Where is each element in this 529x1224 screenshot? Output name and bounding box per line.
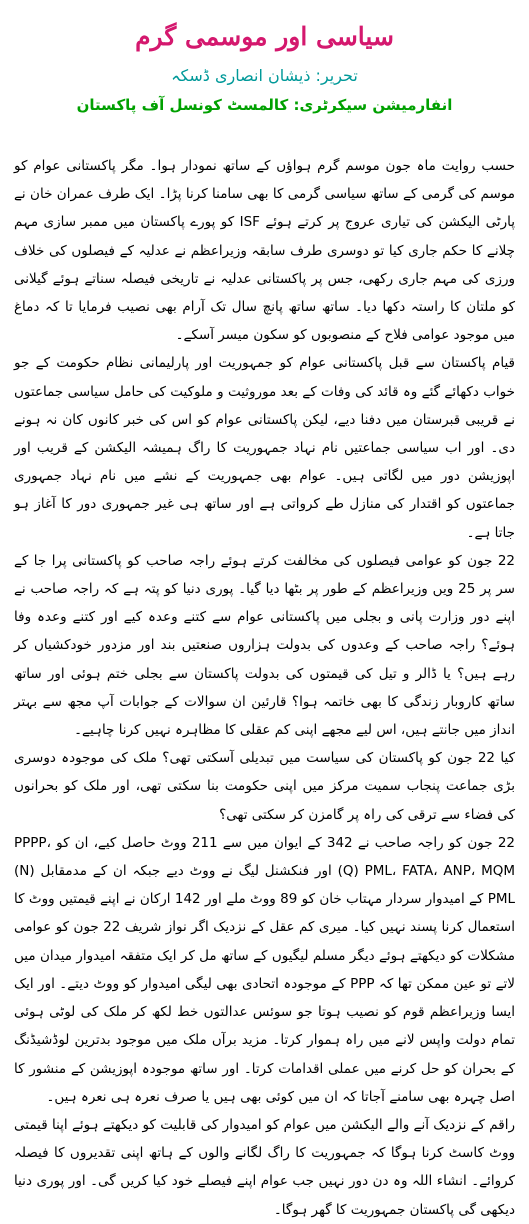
article-body: [14, 152, 515, 1224]
article-paragraph: قیام پاکستان سے قبل پاکستانی عوام کو جمہوریت اور پارلیمانی نظام حکومت کے جو خواب دکھائے گئے وہ قائد کی وفات کے بعد موروثیت و ملوکیت کی حامل سیاسی جماعتوں نے قریبی قبرستان میں دفنا دیے، لیکن پاکستانی عوام کو اس کی خبر کانوں کان نہ ہونے دی۔ اور اب سیاسی جماعتیں نام نہاد جمہوریت کا راگ ہمیشہ الیکشن کے قریب اور اپوزیشن دور میں لگاتی ہیں۔ عوام بھی جمہوریت کے نشے میں نام نہاد جمہوری جماعتوں کو اقتدار کی منازل طے کرواتی ہے اور ساتھ ہی غیر جمہوری دور کا آغاز ہو جاتا ہے۔: [14, 355, 515, 541]
article-header: [14, 0, 515, 116]
article-paragraph: راقم کے نزدیک آنے والے الیکشن میں عوام کو امیدوار کی قابلیت کو دیکھتے ہوئے اپنا قیمتی ووٹ کاسٹ کرنا ہوگا کہ جمہوریت کا راگ لگانے والوں کے ہاتھ اپنی تقدیروں کا فیصلہ کروائے۔ انشاء اللہ وہ دن دور نہیں جب عوام اپنے فیصلے خود کیا کریں گی۔ اور پوری دنیا دیکھی گی پاکستان جمہوریت کا گھر ہوگا۔: [14, 1116, 515, 1218]
designation-line: انفارمیشن سیکرٹری: کالمسٹ کونسل آف پاکستان: [76, 96, 453, 114]
article-paragraph: 22 جون کو راجہ صاحب نے 342 کے ایوان میں سے 211 ووٹ حاصل کیے، ان کو PPPP، (Q) PML، FATA، ANP، MQM اور فنکشنل لیگ نے ووٹ دیے جبکہ ان کے مدمقابل (N) PML کے امیدوار سردار مہتاب خان کو 89 ووٹ ملے اور 142 ارکان نے اپنے قیمتیں ووٹ کا استعمال کرنا پسند نہیں کیا۔ میری کم عقل کے نزدیک اگر نواز شریف 22 جون کو عوامی مشکلات کو دیکھتے ہوئے دیگر مسلم لیگیوں کے ساتھ مل کر ایک متفقہ امیدوار میدان میں لاتے تو عین ممکن تھا کہ PPP کے موجودہ اتحادی بھی لیگی امیدوار کو ووٹ دیتے۔ اور ایک ایسا وزیراعظم قوم کو نصیب ہوتا جو سوئس عدالتوں خط لکھ کر ملک کی لوٹی ہوئی تمام دولت واپس لانے میں راہ ہموار کرتا۔ مزید برآں ملک میں موجود بدترین لوڈشیڈنگ کے بحران کو حل کرنے میں عملی اقدامات کرتا۔ اور ساتھ موجودہ اپوزیشن کے منشور کا اصل چہرہ بھی سامنے آجاتا کہ ان میں کوئی بھی ہیں یا صرف نعرہ ہی نعرہ ہیں۔: [14, 834, 515, 1105]
article-paragraph: حسب روایت ماہ جون موسم گرم ہواؤں کے ساتھ نمودار ہوا۔ مگر پاکستانی عوام کو موسم کی گرمی کے ساتھ سیاسی گرمی کا بھی سامنا کرنا پڑا۔ ایک طرف عمران خان نے پارٹی الیکشن کی تیاری عروج پر کرتے ہوئے ISF کو پورے پاکستان میں ممبر سازی مہم چلانے کا حکم جاری کیا تو دوسری طرف سابقہ وزیراعظم نے عدلیہ کے فیصلوں کی خلاف ورزی کی مہم جاری رکھی، جس پر پاکستانی عدلیہ نے تاریخی فیصلہ سناتے ہوئے گیلانی کو ملتان کا راستہ دکھا دیا۔ ساتھ ساتھ پانچ سال تک آرام بھی نصیب فرمایا تا کہ دماغ میں موجود عوامی فلاح کے منصوبوں کو سکون میسر آسکے۔: [14, 158, 515, 344]
author-line: تحریر: ذیشان انصاری ڈسکہ: [171, 66, 358, 85]
article-title: سیاسی اور موسمی گرم: [135, 22, 394, 51]
article-paragraph: کیا 22 جون کو پاکستان کی سیاست میں تبدیلی آسکتی تھی؟ ملک کی موجودہ دوسری بڑی جماعت پنجاب سمیت مرکز میں اپنی حکومت بنا سکتی تھی، اور ملک کو بحرانوں کی فضاء سے ترقی کی راہ پر گامزن کر سکتی تھی؟: [14, 750, 515, 823]
article-paragraph: 22 جون کو عوامی فیصلوں کی مخالفت کرتے ہوئے راجہ صاحب کو پاکستانی پرا جا کے سر پر 25 ویں وزیراعظم کے طور پر بٹھا دیا گیا۔ پوری دنیا کو پتہ ہے کہ راجہ صاحب نے اپنے دور وزارت پانی و بجلی میں پاکستانی عوام سے کتنے وعدہ کیے اور کتنے وعدہ وفا ہوئے؟ راجہ صاحب کے وعدوں کی بدولت ہزاروں صنعتیں بند اور مزدور خودکشیاں کر رہے ہیں؟ یا ڈالر و تیل کی قیمتوں کی بدولت پاکستان سے بجلی ختم ہوئی اور ساتھ ساتھ کاروبار زندگی کا بھی خاتمہ ہوا؟ قارئین ان سوالات کے جوابات آپ مجھ سے بہتر انداز میں جانتے ہیں، اس لیے مجھے اپنی کم عقلی کا مظاہرہ نہیں کرنا چاہیے۔: [14, 552, 515, 739]
